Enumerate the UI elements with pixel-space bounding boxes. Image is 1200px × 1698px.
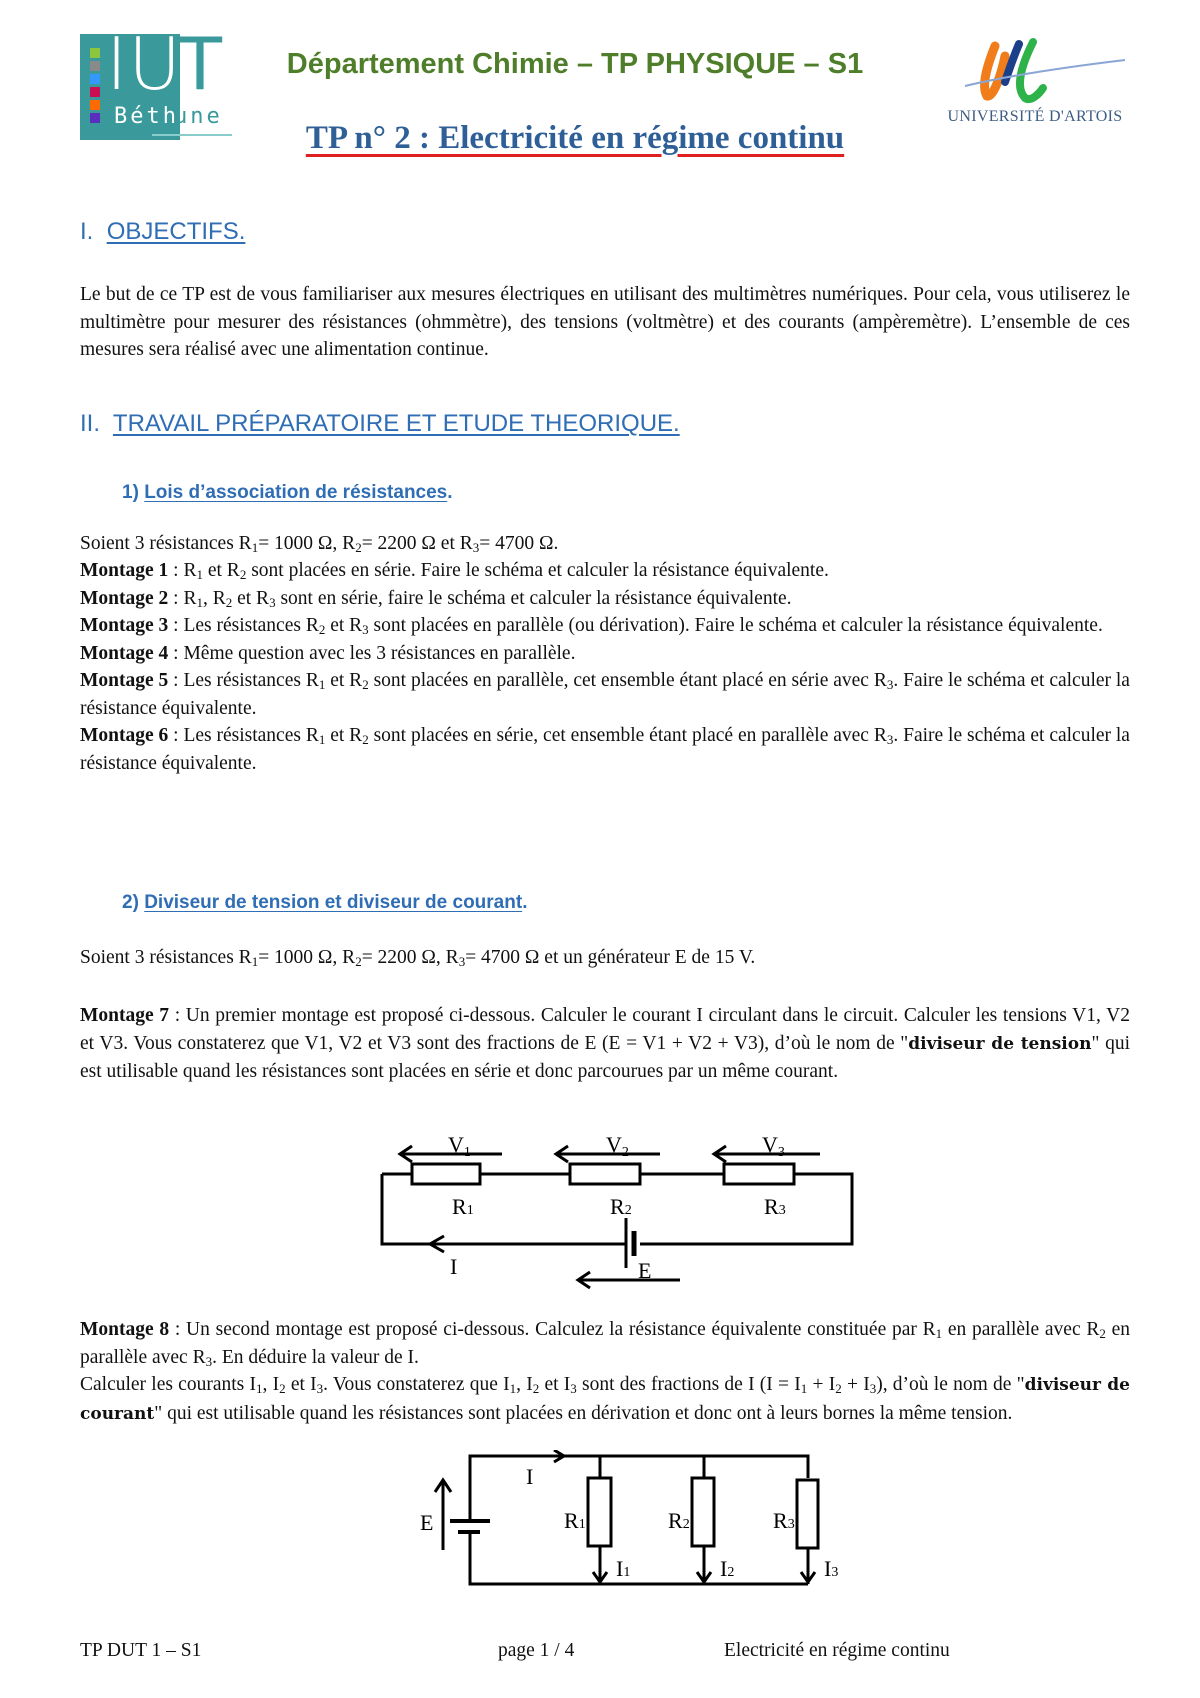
- text: = 2200 Ω, R: [361, 947, 459, 968]
- subscript: 2: [355, 954, 362, 969]
- text: : Les résistances R: [168, 670, 319, 691]
- label-v2: V2: [606, 1132, 629, 1160]
- universite-artois-logo: [935, 36, 1135, 136]
- section-title: OBJECTIFS.: [106, 218, 246, 245]
- subscript: 1: [251, 954, 259, 969]
- text: sont placées en parallèle, cet ensemble étant placé en série avec R: [368, 670, 887, 691]
- text: " qui est utilisable quand les résistances sont placées en série et donc parcourues par un même courant.: [80, 1032, 1130, 1082]
- montage-label: Montage 1: [80, 560, 169, 581]
- artois-logo-text: UNIVERSITÉ D'ARTOIS: [947, 108, 1123, 125]
- label-r2: R2: [668, 1508, 690, 1533]
- footer-page-number: page 1 / 4: [498, 1640, 575, 1661]
- subsection-number: 1): [122, 482, 139, 503]
- text: et R: [325, 615, 363, 636]
- logo-square-orange: [90, 100, 100, 110]
- text: : Un second montage est proposé ci-dessous. Calculez la résistance équivalente constituée par R: [169, 1319, 936, 1340]
- label-source-e: E: [420, 1510, 434, 1535]
- section-title: TRAVAIL PRÉPARATOIRE ET ETUDE THEORIQUE.: [112, 410, 680, 437]
- text: = 4700 Ω.: [479, 533, 559, 554]
- text: en parallèle avec R: [942, 1319, 1100, 1340]
- subscript: 3: [316, 1381, 324, 1396]
- subscript: 2: [362, 677, 369, 692]
- artois-emblem-icon: [935, 36, 1135, 108]
- text: . Vous constaterez que I: [323, 1374, 510, 1395]
- text: . En déduire la valeur de I.: [212, 1346, 419, 1368]
- montage-8-paragraph: [80, 1316, 1130, 1428]
- label-r3: R3: [764, 1194, 786, 1219]
- sub1-intro: [80, 530, 1130, 558]
- page-footer: [80, 1640, 1130, 1670]
- subsection-title: Diviseur de tension et diviseur de courant: [144, 892, 523, 913]
- text: + I: [807, 1374, 836, 1395]
- subscript: 1: [800, 1381, 808, 1396]
- text: : Même question avec les 3 résistances en parallèle.: [168, 642, 576, 664]
- subsection-number: 2): [122, 892, 139, 913]
- parallel-circuit-diagram: [410, 1450, 870, 1600]
- label-r1: R1: [564, 1508, 586, 1533]
- label-i2: I2: [720, 1556, 735, 1581]
- label-current-i: I: [450, 1254, 458, 1279]
- label-v3: V3: [762, 1132, 785, 1160]
- text: . Faire le schéma et calculer la résistance équivalente.: [80, 725, 1130, 774]
- objectifs-paragraph: Le but de ce TP est de vous familiariser aux mesures électriques en utilisant des multimètres numériques. Pour cela, vous utiliserez le multimètre pour mesurer des résistances (ohmmètre), des tensions (voltmètre) et des courants (ampèremètre). L’ensemble de ces mesures sera réalisé avec une alimentation continue.: [80, 284, 1130, 360]
- subscript: 3: [869, 1381, 877, 1396]
- montage-3: [80, 612, 1130, 640]
- subscript: 2: [355, 540, 362, 555]
- text: Soient 3 résistances R: [80, 533, 252, 554]
- montage-8-line2: [80, 1371, 1130, 1428]
- subscript: 2: [279, 1381, 286, 1396]
- section-heading-travail: [80, 410, 680, 438]
- text: ), d’où le nom de ": [876, 1374, 1025, 1395]
- subscript: 3: [886, 732, 894, 747]
- text: , I: [516, 1374, 533, 1395]
- text: , I: [262, 1374, 280, 1395]
- logo-underline: [152, 134, 232, 136]
- montage-label: Montage 4: [80, 642, 169, 664]
- department-title: Département Chimie – TP PHYSIQUE – S1: [286, 48, 864, 80]
- logo-t-letter: T: [178, 22, 222, 106]
- subscript: 3: [458, 954, 466, 969]
- section-number: II.: [80, 410, 101, 437]
- label-source-e: E: [638, 1258, 652, 1283]
- subsection-period: .: [522, 892, 528, 913]
- text: " qui est utilisable quand les résistances sont placées en dérivation et donc ont à leurs bornes la même tension.: [154, 1402, 1013, 1424]
- text: et I: [285, 1374, 317, 1395]
- text: et R: [325, 670, 363, 691]
- subscript: 3: [472, 540, 480, 555]
- subscript: 3: [362, 622, 369, 637]
- text: et R: [232, 587, 270, 609]
- montage-7-paragraph: [80, 1002, 1130, 1086]
- subscript: 1: [255, 1381, 263, 1396]
- text: Calculer les courants I: [80, 1374, 256, 1395]
- subscript: 1: [509, 1381, 517, 1396]
- subscript: 2: [835, 1381, 842, 1396]
- subscript: 2: [318, 622, 326, 637]
- subscript: 1: [196, 567, 203, 582]
- text: = 2200 Ω et R: [361, 533, 473, 554]
- subsection-heading-diviseur: [122, 892, 527, 914]
- montages-list: [80, 557, 1130, 777]
- subscript: 1: [196, 594, 203, 610]
- montage-label: Montage 5: [80, 670, 169, 691]
- label-i1: I1: [616, 1556, 631, 1581]
- logo-square-red: [90, 87, 100, 97]
- footer-doc-title: Electricité en régime continu: [724, 1640, 950, 1661]
- text: et R: [202, 560, 240, 581]
- logo-square-green: [90, 48, 100, 58]
- montage-label: Montage 8: [80, 1319, 170, 1340]
- bold-term: diviseur de courant: [80, 1375, 1130, 1424]
- text: en parallèle avec R: [80, 1319, 1130, 1368]
- montage-4: [80, 640, 1130, 668]
- logo-bethune-teal: une: [174, 104, 223, 129]
- text: sont des fractions de I (I = I: [576, 1374, 801, 1395]
- text: : Les résistances R: [168, 615, 319, 636]
- logo-bethune-white: Béth: [114, 104, 179, 129]
- text: : Les résistances R: [168, 725, 319, 746]
- montage-8-line1: [80, 1316, 1130, 1371]
- subscript: 2: [225, 594, 233, 610]
- subscript: 3: [570, 1381, 577, 1396]
- label-v1: V1: [448, 1132, 471, 1160]
- text: et I: [539, 1374, 571, 1395]
- bold-term: diviseur de tension: [908, 1033, 1092, 1054]
- subscript: 1: [935, 1326, 943, 1341]
- sub2-intro: [80, 944, 1130, 972]
- label-r3: R3: [773, 1508, 795, 1533]
- montage-label: Montage 3: [80, 615, 169, 636]
- text: = 1000 Ω, R: [258, 533, 356, 554]
- text: sont placées en série, cet ensemble étant placé en parallèle avec R: [368, 725, 887, 746]
- subscript: 3: [269, 594, 276, 610]
- text: sont placées en parallèle (ou dérivation). Faire le schéma et calculer la résistance équivalente.: [368, 615, 1103, 636]
- subscript: 3: [886, 677, 894, 692]
- logo-iu-letters: IU: [106, 22, 182, 106]
- subscript: 1: [318, 732, 326, 747]
- subsection-heading-lois: [122, 482, 453, 504]
- montage-5: [80, 667, 1130, 722]
- text: + I: [841, 1374, 870, 1395]
- label-current-i: I: [526, 1464, 534, 1489]
- logo-square-blue: [90, 74, 100, 84]
- section-number: I.: [80, 218, 94, 245]
- montage-1: [80, 557, 1130, 585]
- text: : R: [168, 560, 197, 581]
- label-r2: R2: [610, 1194, 632, 1219]
- text: Soient 3 résistances R: [80, 947, 252, 968]
- text: = 4700 Ω et un générateur E de 15 V.: [465, 947, 756, 968]
- text: = 1000 Ω, R: [258, 947, 356, 968]
- logo-square-grey: [90, 61, 100, 71]
- subscript: 1: [318, 677, 326, 692]
- montage-label: Montage 7: [80, 1005, 170, 1026]
- text: et R: [325, 725, 363, 746]
- section-heading-objectifs: [80, 218, 245, 246]
- text: sont en série, faire le schéma et calculer la résistance équivalente.: [275, 587, 792, 609]
- footer-course: TP DUT 1 – S1: [80, 1640, 202, 1661]
- text: sont placées en série. Faire le schéma et calculer la résistance équivalente.: [246, 560, 829, 581]
- label-i3: I3: [824, 1556, 839, 1581]
- text: , R: [202, 587, 226, 609]
- subsection-period: .: [447, 482, 453, 503]
- label-r1: R1: [452, 1194, 474, 1219]
- series-circuit-diagram: [370, 1128, 870, 1298]
- montage-label: Montage 6: [80, 725, 169, 746]
- subscript: 2: [532, 1381, 540, 1396]
- page-title-text: TP n° 2 : Electricité en régime continu: [305, 120, 845, 156]
- montage-label: Montage 2: [80, 587, 169, 609]
- logo-square-purple: [90, 113, 100, 123]
- subscript: 3: [205, 1353, 213, 1369]
- page-title: [250, 120, 900, 157]
- subscript: 2: [362, 732, 369, 747]
- text: . Faire le schéma et calculer la résistance équivalente.: [80, 670, 1130, 719]
- subscript: 2: [1099, 1326, 1106, 1341]
- subsection-title: Lois d’association de résistances: [144, 482, 448, 503]
- text: : R: [168, 587, 197, 609]
- text: : Un premier montage est proposé ci-dessous. Calculer le courant I circulant dans le circuit. Calculer les tensions V1, V2 et V3. Vous constaterez que V1, V2 et V3 sont des fractions de E (E = V1 + V2 + V3), d’où le nom de ": [80, 1005, 1130, 1054]
- montage-2: [80, 585, 1130, 613]
- subscript: 1: [251, 540, 259, 555]
- subscript: 2: [239, 567, 247, 582]
- iut-bethune-logo: [80, 22, 235, 140]
- montage-6: [80, 722, 1130, 777]
